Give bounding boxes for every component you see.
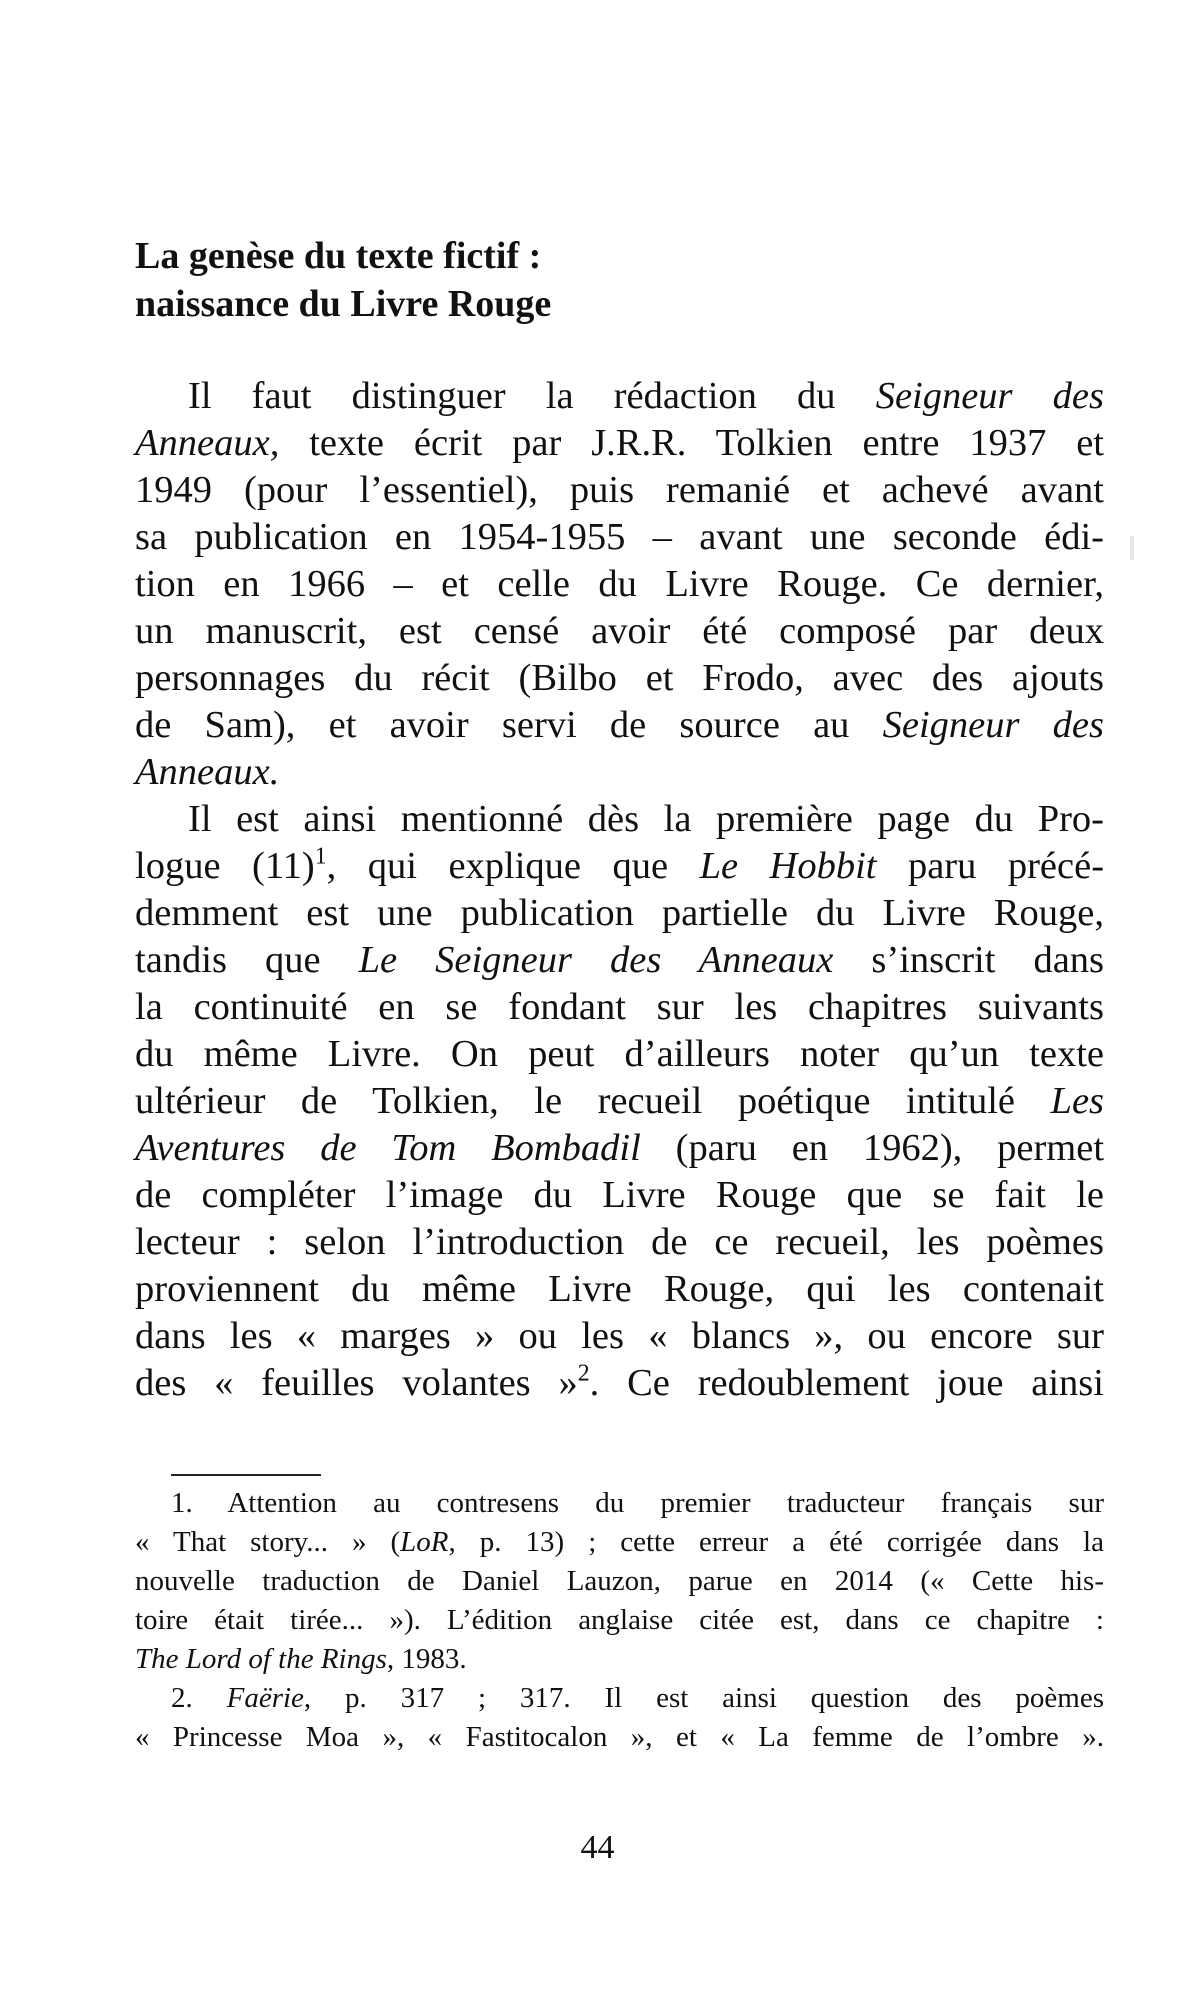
text-line: Il est ainsi mentionné dès la première page du Pro- [188,798,1104,840]
text-run: s’inscrit dans [871,939,1105,981]
text-run: logue (11) [135,845,315,887]
footnote-ref-1[interactable]: 1 [314,843,327,870]
text-run: . Ce redoublement joue ainsi [589,1362,1104,1404]
text-line: proviennent du même Livre Rouge, qui les contenait [135,1268,1104,1310]
italic-title: Faërie [226,1682,304,1714]
italic-title: The Lord of the Rings [135,1643,387,1675]
italic-title: Anneaux, [135,422,280,464]
text-line: demment est une publication partielle du Livre Rouge, [135,892,1104,934]
paragraph-1 [135,373,1104,796]
text-run: , p. 13) ; cette erreur a été corrigée dans la [448,1526,1104,1558]
paragraph-2 [135,796,1104,1407]
body-text [135,373,1104,1407]
italic-title: Le Seigneur des Anneaux [358,939,834,981]
italic-title: Le Hobbit [699,845,877,887]
footnote-line [135,1523,1104,1562]
text-run: des « feuilles volantes » [135,1362,578,1404]
text-run: ultérieur de Tolkien, le recueil poétique intitulé [135,1080,1015,1122]
text-run: paru précé- [907,845,1105,887]
text-run: tandis que [135,939,321,981]
text-run: , p. 317 ; 317. Il est ainsi question des poèmes [303,1682,1104,1714]
italic-title: Seigneur des [875,375,1104,417]
footnote-1 [135,1484,1104,1679]
heading-line-2: naissance du Livre Rouge [135,283,552,325]
text-run: , qui explique que [326,845,669,887]
text-line: 1949 (pour l’essentiel), puis remanié et achevé avant [135,469,1104,511]
footnote-ref-2[interactable]: 2 [577,1360,590,1387]
text-run: « That story... » ( [135,1526,401,1558]
footnote-line: nouvelle traduction de Daniel Lauzon, parue en 2014 (« Cette his- [135,1565,1104,1597]
footnote-divider [171,1474,321,1476]
text-line: du même Livre. On peut d’ailleurs noter qu’un texte [135,1033,1104,1075]
italic-title: Aventures de Tom Bombadil [135,1127,641,1169]
text-line [135,1078,1104,1125]
text-line [135,1125,1104,1172]
footnote-line: 1. Attention au contresens du premier traducteur français sur [171,1487,1104,1519]
text-run: de Sam), et avoir servi de source au [135,704,850,746]
section-heading [135,232,1095,328]
text-line: sa publication en 1954-1955 – avant une seconde édi- [135,516,1104,558]
text-line [135,937,1104,984]
text-line: personnages du récit (Bilbo et Frodo, avec des ajouts [135,657,1104,699]
footnote-line: toire était tirée... »). L’édition anglaise citée est, dans ce chapitre : [135,1604,1104,1636]
text-line [135,749,1104,796]
text-line [135,1360,1104,1407]
footnote-line: « Princesse Moa », « Fastitocalon », et « La femme de l’ombre ». [135,1721,1104,1753]
text-line [135,702,1104,749]
text-line [135,373,1104,420]
heading-line-1: La genèse du texte fictif : [135,235,542,277]
text-run: (paru en 1962), permet [675,1127,1105,1169]
italic-title: Anneaux. [135,751,280,793]
footnote-2 [135,1679,1104,1757]
page-number: 44 [580,1829,615,1866]
text-run: texte écrit par J.R.R. Tolkien entre 1937 et [309,422,1104,464]
text-line: lecteur : selon l’introduction de ce recueil, les poèmes [135,1221,1104,1263]
text-run: Il faut distinguer la rédaction du [188,375,836,417]
footnote-line [135,1679,1104,1718]
text-line [135,420,1104,467]
footnotes [135,1484,1104,1757]
text-line: la continuité en se fondant sur les chapitres suivants [135,986,1104,1028]
text-line [135,843,1104,890]
footnote-line [135,1640,1104,1679]
text-line: un manuscrit, est censé avoir été composé par deux [135,610,1104,652]
text-line: dans les « marges » ou les « blancs », ou encore sur [135,1315,1104,1357]
italic-title: Seigneur des [882,704,1104,746]
italic-title: LoR [400,1526,449,1558]
text-line: de compléter l’image du Livre Rouge que se fait le [135,1174,1104,1216]
text-line: tion en 1966 – et celle du Livre Rouge. Ce dernier, [135,563,1104,605]
scan-mark [1130,536,1134,560]
text-run: 2. [171,1682,193,1714]
text-run: , 1983. [386,1643,467,1675]
italic-title: Les [1050,1080,1105,1122]
